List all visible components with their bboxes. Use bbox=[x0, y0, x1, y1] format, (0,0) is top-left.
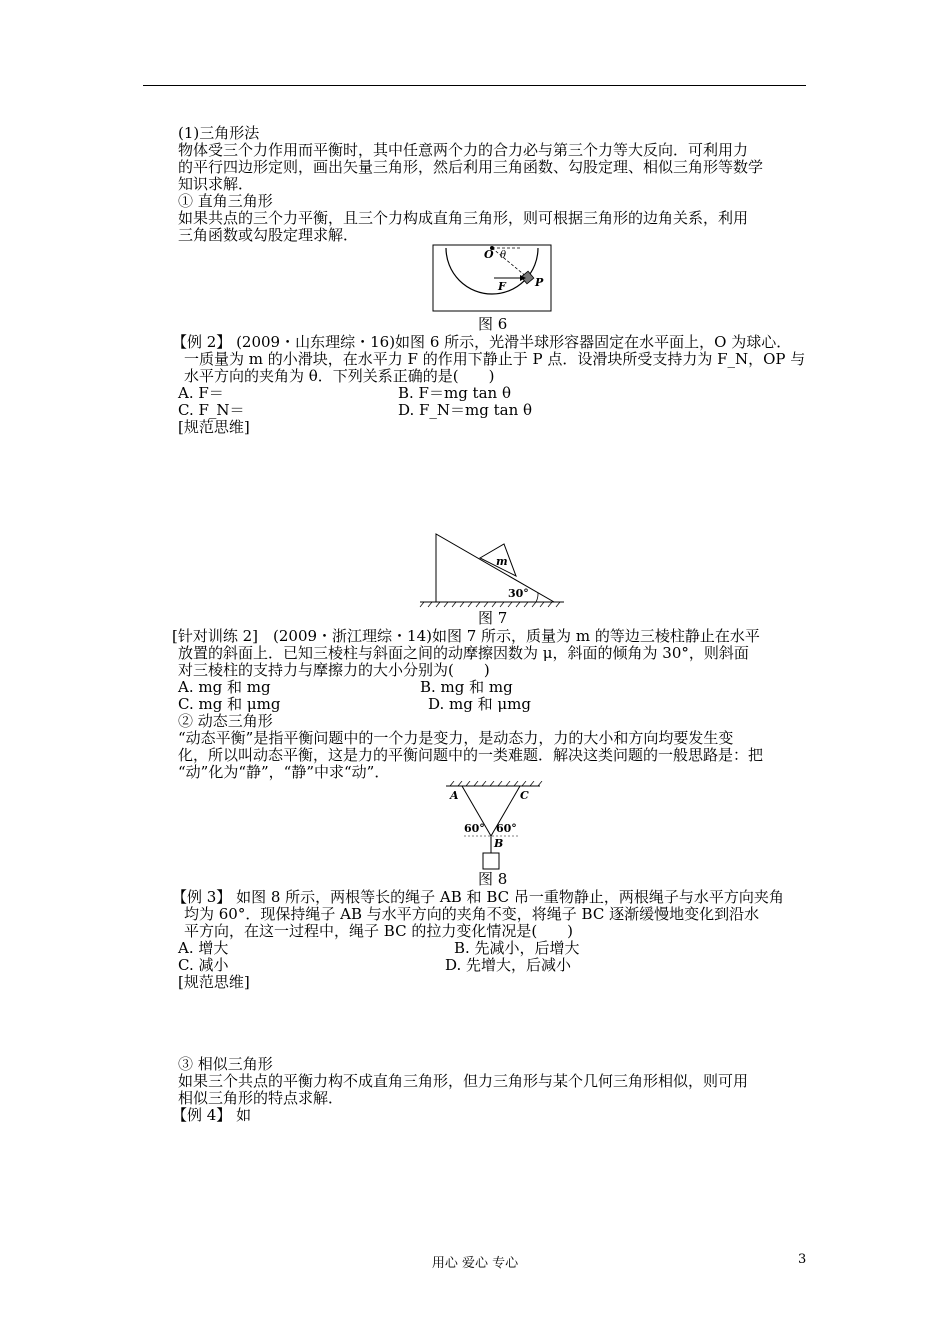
fig8-label-a: A bbox=[450, 789, 459, 802]
figure-6-caption: 图 6 bbox=[478, 315, 508, 333]
training-2-line: 对三棱柱的支持力与摩擦力的大小分别为( ) bbox=[178, 661, 490, 679]
example-3-line: 均为 60°．现保持绳子 AB 与水平方向的夹角不变，将绳子 BC 逐渐缓慢地变化到沿水 bbox=[184, 905, 760, 923]
example-4-line: 【例 4】 如 bbox=[172, 1106, 252, 1124]
heading-similar-triangle: ③ 相似三角形 bbox=[178, 1055, 273, 1073]
figure-8-caption: 图 8 bbox=[478, 870, 508, 888]
heading-right-triangle: ① 直角三角形 bbox=[178, 192, 273, 210]
example-3-option-a: A. 增大 bbox=[178, 939, 229, 957]
page-number: 3 bbox=[798, 1252, 807, 1267]
fig8-label-c: C bbox=[520, 789, 529, 802]
normative-thinking-label: [规范思维] bbox=[178, 973, 250, 991]
training-2-option-b: B. mg 和 mg bbox=[420, 678, 513, 696]
paragraph-line: 如果三个共点的平衡力构不成直角三角形，但力三角形与某个几何三角形相似，则可用 bbox=[178, 1072, 749, 1090]
figure-7-caption: 图 7 bbox=[478, 609, 508, 627]
fig8-angle-left: 60° bbox=[464, 822, 485, 835]
heading-dynamic-triangle: ② 动态三角形 bbox=[178, 712, 273, 730]
fig8-angle-right: 60° bbox=[496, 822, 517, 835]
paragraph-line: “动”化为“静”，“静”中求“动”． bbox=[178, 763, 390, 781]
training-2-option-d: D. mg 和 μmg bbox=[428, 695, 531, 713]
example-2-option-a: A. F＝ bbox=[178, 384, 224, 402]
training-2-option-a: A. mg 和 mg bbox=[178, 678, 271, 696]
figure-8-ropes bbox=[444, 781, 544, 871]
normative-thinking-label: [规范思维] bbox=[178, 418, 250, 436]
heading-triangle-method: (1)三角形法 bbox=[178, 124, 260, 142]
example-2-option-d: D. F_N＝mg tan θ bbox=[398, 401, 533, 419]
fig7-label-angle: 30° bbox=[508, 587, 529, 600]
example-2-line: 一质量为 m 的小滑块，在水平力 F 的作用下静止于 P 点．设滑块所受支持力为 F_N，OP 与 bbox=[184, 350, 806, 368]
paragraph-line: 的平行四边形定则，画出矢量三角形，然后利用三角函数、勾股定理、相似三角形等数学 bbox=[178, 158, 764, 176]
example-3-option-b: B. 先减小，后增大 bbox=[454, 939, 580, 957]
paragraph-line: 如果共点的三个力平衡，且三个力构成直角三角形，则可根据三角形的边角关系，利用 bbox=[178, 209, 749, 227]
example-3-option-d: D. 先增大，后减小 bbox=[445, 956, 572, 974]
example-2-option-b: B. F＝mg tan θ bbox=[398, 384, 511, 402]
paragraph-line: 相似三角形的特点求解． bbox=[178, 1089, 344, 1107]
example-2-line: 【例 2】 (2009・山东理综・16)如图 6 所示，光滑半球形容器固定在水平面上，O 为球心． bbox=[172, 333, 792, 351]
paragraph-line: 物体受三个力作用而平衡时，其中任意两个力的合力必与第三个力等大反向．可利用力 bbox=[178, 141, 749, 159]
example-3-line: 【例 3】 如图 8 所示，两根等长的绳子 AB 和 BC 吊一重物静止，两根绳子与水平方向夹角 bbox=[172, 888, 784, 906]
fig6-label-o: O bbox=[484, 248, 494, 261]
example-2-option-c: C. F_N＝ bbox=[178, 401, 245, 419]
example-3-option-c: C. 减小 bbox=[178, 956, 229, 974]
example-2-line: 水平方向的夹角为 θ．下列关系正确的是( ) bbox=[184, 367, 495, 385]
footer-text: 用心 爱心 专心 bbox=[431, 1256, 519, 1271]
training-2-line: 放置的斜面上．已知三棱柱与斜面之间的动摩擦因数为 μ，斜面的倾角为 30°，则斜面 bbox=[178, 644, 749, 662]
figure-7-incline bbox=[418, 532, 566, 608]
paragraph-line: “动态平衡”是指平衡问题中的一个力是变力，是动态力，力的大小和方向均要发生变 bbox=[178, 729, 734, 747]
example-3-line: 平方向，在这一过程中，绳子 BC 的拉力变化情况是( ) bbox=[184, 922, 574, 940]
header-rule bbox=[143, 85, 806, 86]
paragraph-line: 三角函数或勾股定理求解． bbox=[178, 226, 359, 244]
paragraph-line: 化，所以叫动态平衡，这是力的平衡问题中的一类难题．解决这类问题的一般思路是：把 bbox=[178, 746, 764, 764]
paragraph-line: 知识求解． bbox=[178, 175, 254, 193]
figure-6-hemisphere bbox=[432, 244, 552, 312]
training-2-line: [针对训练 2] (2009・浙江理综・14)如图 7 所示，质量为 m 的等边三棱柱静止在水平 bbox=[172, 627, 760, 645]
fig8-label-b: B bbox=[494, 837, 504, 850]
training-2-option-c: C. mg 和 μmg bbox=[178, 695, 281, 713]
fig6-label-theta: θ bbox=[500, 250, 507, 261]
fig6-label-f: F bbox=[498, 280, 506, 293]
fig7-label-m: m bbox=[496, 555, 508, 568]
fig6-label-p: P bbox=[535, 276, 544, 289]
